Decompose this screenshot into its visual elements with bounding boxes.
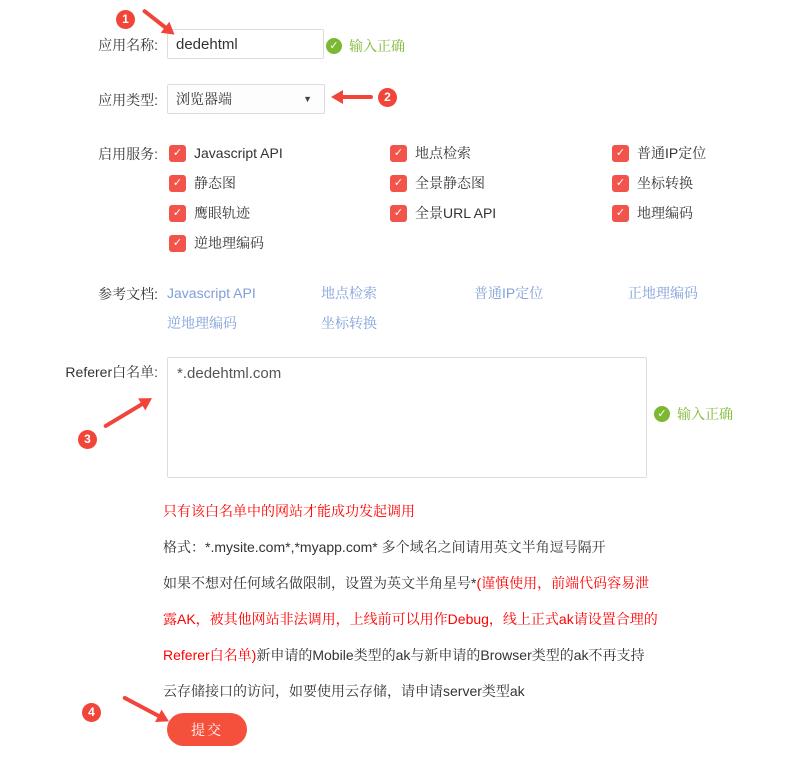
success-check-icon: ✓ bbox=[654, 406, 670, 422]
referer-help-notes bbox=[163, 493, 763, 709]
referer-label: Referer白名单: bbox=[65, 364, 158, 380]
app-name-input[interactable] bbox=[167, 29, 324, 59]
app-name-status-text: 输入正确 bbox=[349, 38, 405, 54]
note-line-3-black: 如果不想对任何域名做限制，设置为英文半角星号* bbox=[163, 575, 477, 591]
checkbox-checked-icon[interactable]: ✓ bbox=[390, 205, 407, 222]
checkbox-checked-icon[interactable]: ✓ bbox=[612, 205, 629, 222]
annotation-arrow-3 bbox=[100, 392, 155, 433]
note-line-4: 露AK，被其他网站非法调用，上线前可以用作Debug，线上正式ak请设置合理的 bbox=[163, 611, 658, 627]
note-line-5-red: Referer白名单) bbox=[163, 647, 257, 663]
service-item bbox=[390, 205, 612, 235]
service-item bbox=[612, 205, 804, 235]
service-item bbox=[169, 175, 390, 205]
annotation-arrow-2 bbox=[331, 90, 373, 104]
note-line-5 bbox=[163, 637, 763, 673]
checkbox-checked-icon[interactable]: ✓ bbox=[612, 175, 629, 192]
service-label: 地理编码 bbox=[637, 205, 693, 221]
service-label: 全景静态图 bbox=[415, 175, 485, 191]
service-item bbox=[390, 175, 612, 205]
step-badge-1: 1 bbox=[116, 10, 135, 29]
service-item bbox=[612, 145, 804, 175]
doc-link-place-search[interactable]: 地点检索 bbox=[321, 285, 377, 301]
app-type-label: 应用类型: bbox=[98, 92, 158, 108]
service-item bbox=[169, 235, 390, 265]
submit-button[interactable]: 提交 bbox=[167, 713, 247, 746]
service-label: 普通IP定位 bbox=[637, 145, 707, 161]
checkbox-checked-icon[interactable]: ✓ bbox=[169, 235, 186, 252]
checkbox-checked-icon[interactable]: ✓ bbox=[169, 145, 186, 162]
service-label: Javascript API bbox=[194, 145, 283, 161]
service-label: 逆地理编码 bbox=[194, 235, 264, 251]
service-label: 地点检索 bbox=[415, 145, 471, 161]
service-label: 全景URL API bbox=[415, 205, 497, 221]
step-badge-3: 3 bbox=[78, 430, 97, 449]
success-check-icon: ✓ bbox=[326, 38, 342, 54]
app-name-label: 应用名称: bbox=[98, 37, 158, 53]
doc-link-geocoding[interactable]: 正地理编码 bbox=[628, 285, 698, 301]
service-item bbox=[169, 205, 390, 235]
service-label: 静态图 bbox=[194, 175, 236, 191]
checkbox-checked-icon[interactable]: ✓ bbox=[169, 175, 186, 192]
docs-label: 参考文档: bbox=[98, 286, 158, 302]
app-type-selected-value: 浏览器端 bbox=[176, 91, 232, 107]
doc-link-javascript-api[interactable]: Javascript API bbox=[167, 285, 256, 301]
note-line-5-black: 新申请的Mobile类型的ak与新申请的Browser类型的ak不再支持 bbox=[256, 647, 645, 663]
doc-link-ip-location[interactable]: 普通IP定位 bbox=[474, 285, 544, 301]
note-line-2: 格式：*.mysite.com*,*myapp.com* 多个域名之间请用英文半角逗号隔开 bbox=[163, 539, 606, 555]
app-type-select[interactable] bbox=[167, 84, 325, 114]
note-line-3-red: (谨慎使用，前端代码容易泄 bbox=[476, 575, 650, 591]
app-name-status bbox=[326, 36, 405, 56]
chevron-down-icon: ▼ bbox=[303, 94, 312, 104]
note-line-6: 云存储接口的访问，如要使用云存储，请申请server类型ak bbox=[163, 683, 525, 699]
services-label: 启用服务: bbox=[98, 146, 158, 162]
step-badge-2: 2 bbox=[378, 88, 397, 107]
service-item bbox=[612, 175, 804, 205]
checkbox-checked-icon[interactable]: ✓ bbox=[612, 145, 629, 162]
referer-status bbox=[654, 404, 733, 424]
note-line-3 bbox=[163, 565, 763, 601]
checkbox-checked-icon[interactable]: ✓ bbox=[169, 205, 186, 222]
referer-whitelist-textarea[interactable] bbox=[167, 357, 647, 478]
service-item bbox=[169, 145, 390, 175]
service-label: 坐标转换 bbox=[637, 175, 693, 191]
referer-status-text: 输入正确 bbox=[677, 406, 733, 422]
annotation-arrow-1 bbox=[139, 4, 179, 40]
service-label: 鹰眼轨迹 bbox=[194, 205, 250, 221]
services-grid bbox=[169, 145, 804, 265]
docs-links bbox=[167, 285, 798, 345]
doc-link-coord-convert[interactable]: 坐标转换 bbox=[321, 315, 377, 331]
step-badge-4: 4 bbox=[82, 703, 101, 722]
service-item bbox=[390, 145, 612, 175]
doc-link-reverse-geocoding[interactable]: 逆地理编码 bbox=[167, 315, 237, 331]
checkbox-checked-icon[interactable]: ✓ bbox=[390, 145, 407, 162]
checkbox-checked-icon[interactable]: ✓ bbox=[390, 175, 407, 192]
note-line-1: 只有该白名单中的网站才能成功发起调用 bbox=[163, 503, 415, 519]
